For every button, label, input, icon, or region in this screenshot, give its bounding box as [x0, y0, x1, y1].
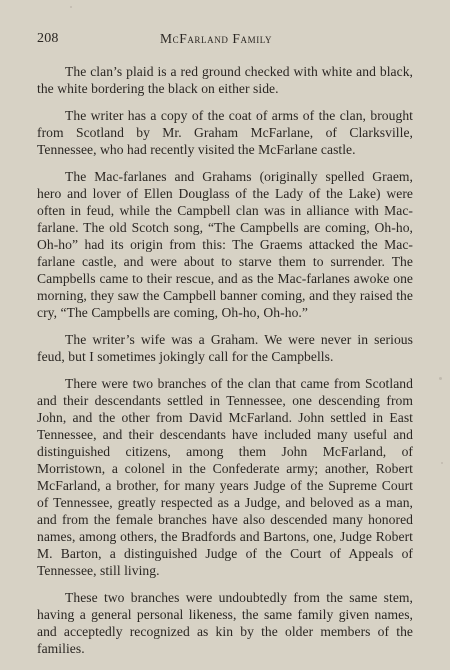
- paragraph: The Mac-farlanes and Grahams (originally spelled Graem, hero and lover of Ellen Douglass of the Lady of the Lake) were often in feud, while the Campbell clan was in alliance with Mac-farlane. The old Scotch song, “The Campbells are coming, Oh-ho, Oh-ho” had its origin from this: The Graems attacked the Mac-farlane castle, and were about to starve them to surrender. The Campbells came to their rescue, and as the Mac-farlanes awoke one morning, they saw the Campbell banner coming, and they raised the cry, “The Campbells are coming, Oh-ho, Oh-ho.”: [37, 169, 413, 320]
- paper-spot: [441, 462, 443, 464]
- page-body: [37, 63, 413, 657]
- paragraph: The clan’s plaid is a red ground checked with white and black, the white bordering the black on either side.: [37, 64, 413, 96]
- paragraph: There were two branches of the clan that came from Scotland and their descendants settled in Tennessee, one descending from John, and the other from David McFarland. John settled in East Tennessee, and their descendants have included many useful and distinguished citizens, among them John McFarland, of Morristown, a colonel in the Confederate army; another, Robert McFarland, a brother, for many years Judge of the Supreme Court of Tennessee, greatly respected as a Judge, and beloved as a man, and from the female branches have also descended many honored names, among others, the Bradfords and Bartons, one, Judge Robert M. Barton, a distinguished Judge of the Court of Appeals of Tennessee, still living.: [37, 376, 413, 578]
- running-title: McFarland Family: [160, 31, 273, 46]
- paragraph: These two branches were undoubtedly from the same stem, having a general personal likeness, the same family given names, and acceptedly recognized as kin by the older members of the families.: [37, 590, 413, 656]
- paragraph: The writer has a copy of the coat of arms of the clan, brought from Scotland by Mr. Graham McFarlane, of Clarksville, Tennessee, who had recently visited the McFarlane castle.: [37, 108, 413, 157]
- page-number: 208: [37, 31, 59, 46]
- page-header: [37, 31, 413, 51]
- paragraph: The writer’s wife was a Graham. We were never in serious feud, but I sometimes jokingly call for the Campbells.: [37, 332, 413, 364]
- paper-spot: [70, 6, 72, 8]
- paper-spot: [439, 377, 442, 380]
